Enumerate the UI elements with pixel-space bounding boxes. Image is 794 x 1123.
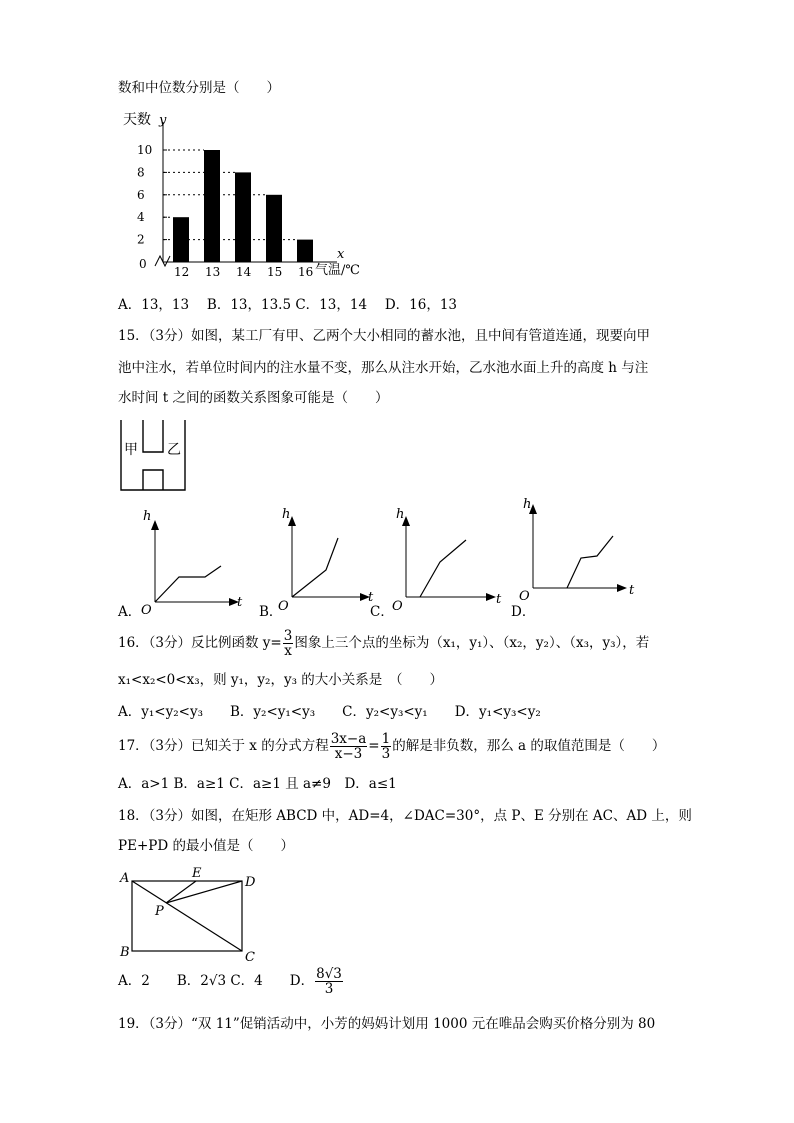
axis-h: h: [396, 507, 405, 522]
tank-left-label: 甲: [124, 442, 138, 458]
axis-h: h: [523, 497, 532, 512]
axis-t: t: [368, 590, 374, 605]
q19-line1: 19．（3分）“双 11”促销活动中，小芳的妈妈计划用 1000 元在唯品会购买价格分别为 80: [118, 1016, 656, 1032]
x-tick-label: 12: [174, 265, 190, 278]
q17-fraction-1: $\frac{3x-a}{x-3}$: [330, 731, 367, 762]
y-tick-label: 8: [137, 165, 145, 180]
option-label-b: B．: [259, 604, 283, 620]
option-label-d: D．: [511, 604, 536, 616]
q14-tail: 数和中位数分别是（ ）: [118, 80, 280, 96]
pt-a: A: [120, 871, 130, 886]
bar-12: [173, 217, 189, 262]
axis-h: h: [282, 507, 291, 522]
q16-post: 图象上三个点的坐标为（x₁，y₁）、（x₂，y₂）、（x₃，y₃），若: [294, 635, 650, 651]
y-axis-var: y: [159, 113, 167, 128]
bar-15: [266, 195, 282, 262]
sqrt3: √3: [208, 973, 227, 989]
x-tick-label: 16: [298, 265, 314, 278]
origin: O: [141, 603, 152, 618]
x-axis-label: 气温/℃: [315, 263, 360, 278]
q15-line3: 水时间 t 之间的函数关系图象可能是（ ）: [118, 390, 389, 406]
y-tick-label: 10: [137, 143, 153, 157]
q17-options: A．a>1 B．a≥1 C．a≥1 且 a≠9 D．a≤1: [118, 776, 397, 792]
origin: O: [519, 589, 530, 604]
q18-rectangle-diagram: [112, 864, 272, 964]
q18-fraction: $\frac{8√3}{3}$: [316, 966, 342, 997]
curve-a: [155, 566, 221, 602]
seg-pe: [166, 881, 196, 903]
bar-14: [235, 172, 251, 262]
axis-t: t: [496, 592, 502, 607]
option-label-c: C．: [370, 604, 394, 620]
y-tick-label: 0: [139, 257, 147, 271]
curve-d: [567, 536, 613, 588]
q17-line1: 17．（3分）已知关于 x 的分式方程 $\frac{3x-a}{x-3}$ = $\frac{1}{3}$ 的解是非负数，那么 a 的取值范围是（ ）: [118, 731, 666, 762]
q15-line2: 池中注水，若单位时间内的注水量不变，那么从注水开始，乙水池水面上升的高度 h 与注: [118, 360, 649, 376]
curve-b: [292, 538, 338, 597]
axis-t: t: [629, 583, 635, 598]
q15-graph-d: [509, 496, 659, 616]
y-axis-label: 天数: [123, 112, 151, 128]
q17-fraction-2: $\frac{1}{3}$: [381, 731, 391, 762]
q14-bar-chart: [115, 108, 375, 278]
q18-line2: PE+PD 的最小值是（ ）: [118, 838, 294, 854]
x-tick-label: 13: [205, 265, 221, 278]
q16-line1: [118, 628, 649, 658]
q15-tank-diagram: [115, 416, 195, 496]
y-tick-label: 4: [137, 210, 145, 225]
pt-p: P: [155, 904, 164, 919]
diag-ac: [132, 881, 242, 951]
axis-h: h: [143, 509, 152, 524]
q16-pre: 16．（3分）反比例函数 y=: [118, 635, 282, 651]
bar-13: [204, 150, 220, 262]
origin: O: [392, 599, 403, 614]
curve-c: [420, 540, 466, 597]
x-axis-var: x: [337, 247, 345, 262]
seg-pd: [166, 881, 242, 903]
q15-graph-c: [370, 502, 510, 622]
q15-graph-a: [115, 502, 255, 622]
q15-line1: 15．（3分）如图，某工厂有甲、乙两个大小相同的蓄水池，且中间有管道连通，现要向甲: [118, 328, 651, 344]
x-tick-label: 14: [236, 265, 252, 278]
q18-options: A．2 B．2√3 C．4 D． $\frac{8√3}{3}$: [118, 966, 342, 997]
pt-e: E: [192, 866, 202, 881]
y-tick-label: 2: [137, 232, 145, 247]
x-tick-label: 15: [267, 265, 283, 278]
pt-b: B: [120, 945, 130, 960]
q18-line1: 18．（3分）如图，在矩形 ABCD 中，AD=4，∠DAC=30°，点 P、E 分别在 AC、AD 上，则: [118, 808, 692, 824]
pt-d: D: [245, 875, 256, 890]
q16-fraction: $\frac{3}{x}$: [283, 628, 293, 659]
y-tick-label: 6: [137, 187, 145, 202]
q16-line2: x₁<x₂<0<x₃，则 y₁，y₂，y₃ 的大小关系是 （ ）: [118, 672, 444, 688]
q14-options: A．13，13 B．13，13.5 C．13，14 D．16，13: [118, 297, 458, 313]
bar-16: [297, 240, 313, 262]
tank-right-label: 乙: [167, 442, 181, 458]
axis-t: t: [237, 595, 243, 610]
origin: O: [278, 599, 289, 614]
option-label-a: A．: [118, 604, 142, 620]
q16-options: A．y₁<y₂<y₃ B．y₂<y₁<y₃ C．y₂<y₃<y₁ D．y₁<y₃<y₂: [118, 704, 541, 720]
pt-c: C: [245, 950, 255, 964]
